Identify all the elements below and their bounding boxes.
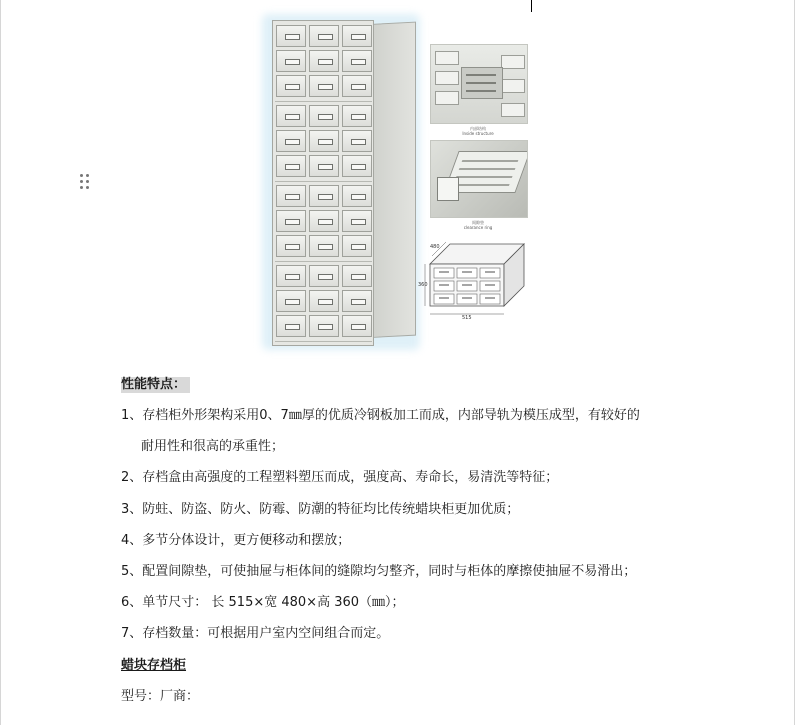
- caption-en: Inside structure: [462, 131, 494, 136]
- feature-item-5: 5、配置间隙垫，可使抽屉与柜体间的缝隙均匀整齐，同时与柜体的摩擦使抽屉不易滑出；: [121, 564, 637, 579]
- drag-handle-icon[interactable]: [80, 174, 90, 190]
- page-left-edge: [0, 0, 1, 725]
- cabinet-product-image: [262, 14, 420, 350]
- caption-en: clearance ring: [463, 225, 493, 230]
- height-label: 360: [418, 282, 428, 288]
- wax-cabinet-heading: 蜡块存档柜: [121, 658, 187, 673]
- caption-cn: 间隙垫: [472, 220, 484, 225]
- features-heading: 性能特点：: [121, 377, 190, 393]
- feature-item-6: 6、单节尺寸： 长 515×宽 480×高 360（㎜）；: [121, 595, 405, 610]
- dimension-drawing: [418, 234, 528, 322]
- width-label: 515: [462, 315, 472, 321]
- clearance-ring-image: [430, 140, 526, 230]
- inside-structure-image: [430, 44, 526, 136]
- feature-item-4: 4、多节分体设计，更方便移动和摆放；: [121, 533, 351, 548]
- feature-item-1: 1、存档柜外形架构采用0、7㎜厚的优质冷钢板加工而成，内部导轨为模压成型，有较好的: [121, 408, 640, 423]
- model-manufacturer-line: 型号：厂商：: [121, 689, 200, 704]
- caption-cn: 内部结构: [470, 126, 486, 131]
- feature-item-3: 3、防蛀、防盗、防火、防霉、防潮的特征均比传统蜡块柜更加优质；: [121, 502, 520, 517]
- feature-item-1-continued: 耐用性和很高的承重性；: [141, 439, 285, 454]
- depth-label: 480: [430, 244, 440, 250]
- text-cursor: [531, 0, 532, 12]
- feature-item-2: 2、存档盒由高强度的工程塑料塑压而成，强度高、寿命长，易清洗等特征；: [121, 470, 559, 485]
- feature-item-7: 7、存档数量：可根据用户室内空间组合而定。: [121, 626, 390, 641]
